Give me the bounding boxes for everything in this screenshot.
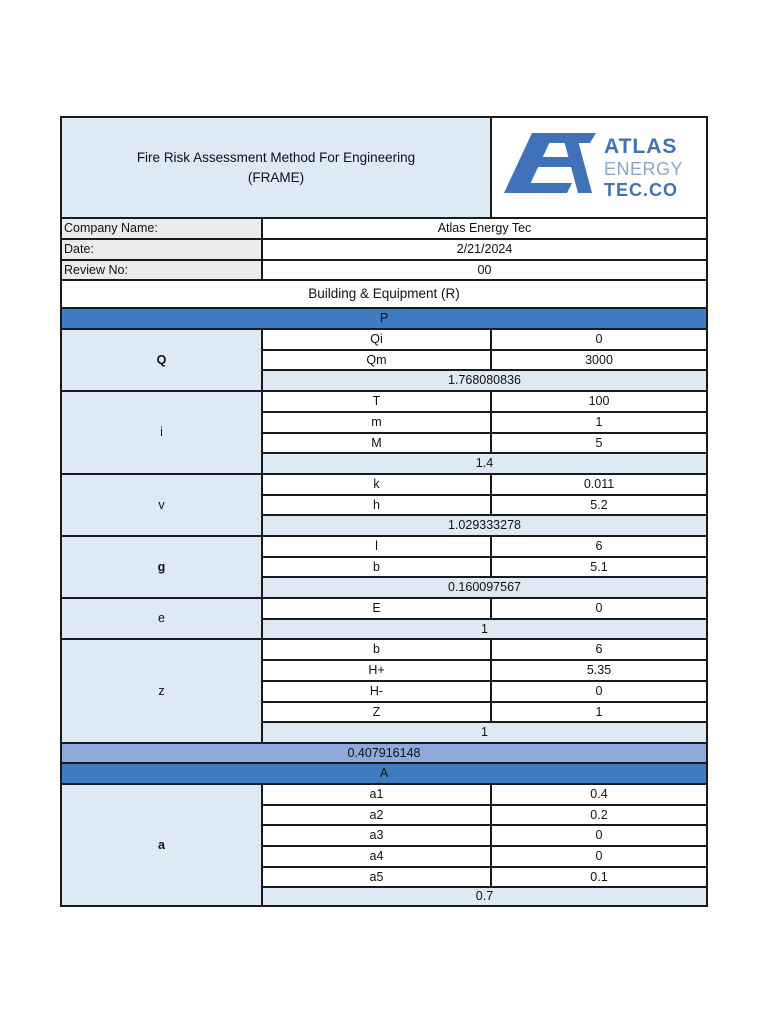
param-value: 6 [492,537,706,558]
param-value: 6 [492,640,706,661]
param-name: Qi [263,330,492,351]
param-value: 100 [492,392,706,413]
review-no-label: Review No: [62,261,263,281]
logo-word-3: TEC.CO [604,179,679,200]
param-value: 0.1 [492,868,706,888]
param-name: h [263,496,492,516]
company-name-value: Atlas Energy Tec [263,219,706,240]
p-total: 0.407916148 [62,744,706,764]
a-header: A [62,764,706,785]
param-value: 0.2 [492,806,706,826]
param-value: 1 [492,703,706,723]
param-value: 5 [492,434,706,454]
param-name: b [263,640,492,661]
group-result-z: 1 [263,723,706,744]
title-line-1: Fire Risk Assessment Method For Engineering [136,149,416,165]
company-logo [504,133,690,203]
review-no-value: 00 [263,261,706,281]
p-header: P [62,309,706,330]
group-label-e: e [62,599,263,640]
param-name: Z [263,703,492,723]
group-label-i: i [62,392,263,475]
group-label-a: a [62,785,263,905]
param-name: Qm [263,351,492,371]
param-name: a4 [263,847,492,868]
param-value: 5.2 [492,496,706,516]
group-result-a: 0.7 [263,888,706,905]
logo-word-2: ENERGY [604,158,684,179]
param-value: 0.4 [492,785,706,806]
param-value: 0 [492,826,706,847]
group-label-g: g [62,537,263,599]
group-result-v: 1.029333278 [263,516,706,537]
param-name: m [263,413,492,434]
param-value: 0 [492,847,706,868]
param-value: 0 [492,682,706,703]
section-title: Building & Equipment (R) [62,281,706,309]
title-line-2: (FRAME) [247,169,305,185]
group-label-Q: Q [62,330,263,392]
logo-cell [492,118,706,219]
param-name: T [263,392,492,413]
group-label-z: z [62,640,263,744]
param-name: b [263,558,492,578]
logo-mark-icon [504,133,596,193]
param-name: a2 [263,806,492,826]
param-name: l [263,537,492,558]
param-name: a5 [263,868,492,888]
param-name: k [263,475,492,496]
group-result-g: 0.160097567 [263,578,706,599]
param-value: 0 [492,599,706,620]
param-name: H+ [263,661,492,682]
group-result-e: 1 [263,620,706,640]
company-name-label: Company Name: [62,219,263,240]
param-value: 5.1 [492,558,706,578]
group-result-i: 1.4 [263,454,706,475]
date-label: Date: [62,240,263,261]
frame-worksheet [60,116,708,907]
param-value: 5.35 [492,661,706,682]
group-label-v: v [62,475,263,537]
param-value: 3000 [492,351,706,371]
param-value: 0.011 [492,475,706,496]
date-value: 2/21/2024 [263,240,706,261]
param-name: a1 [263,785,492,806]
group-result-Q: 1.768080836 [263,371,706,392]
logo-word-1: ATLAS [604,134,678,158]
param-name: M [263,434,492,454]
param-name: H- [263,682,492,703]
param-name: a3 [263,826,492,847]
param-name: E [263,599,492,620]
param-value: 0 [492,330,706,351]
param-value: 1 [492,413,706,434]
title-cell [62,118,492,219]
